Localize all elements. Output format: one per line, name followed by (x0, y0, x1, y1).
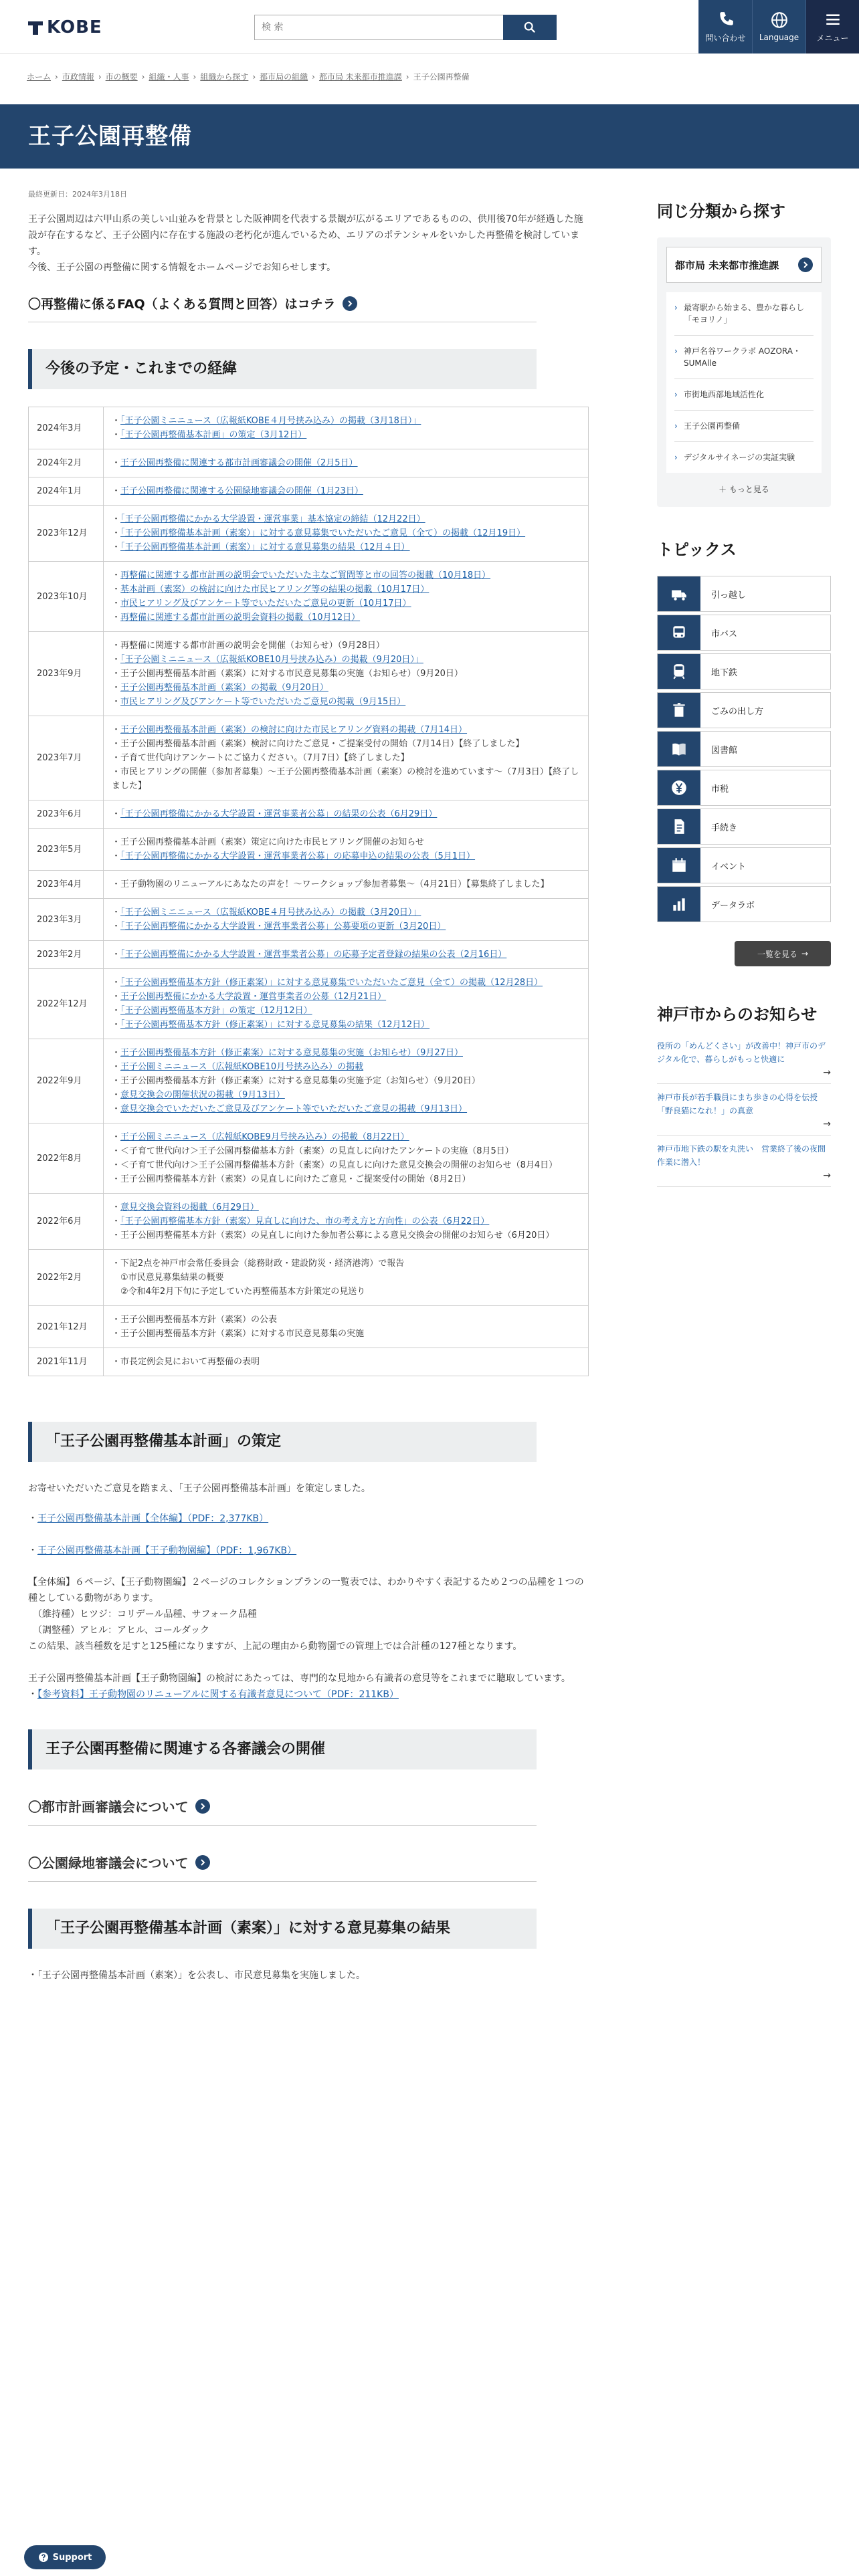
history-month: 2023年6月 (29, 800, 104, 829)
results-lead: ・「王子公園再整備基本計画（素案）」を公表し、市民意見募集を実施しました。 (28, 1970, 365, 1981)
history-row (29, 1039, 589, 1123)
history-item (112, 1214, 580, 1228)
plan-heading: 「王子公園再整備基本計画」の策定 (28, 1422, 537, 1462)
history-link[interactable]: 王子公園再整備基本方針（修正素案）に対する意見募集の実施（お知らせ）（9月27日） (120, 1048, 463, 1058)
bullet: ・ (112, 1020, 121, 1030)
history-item (112, 428, 580, 442)
category-item[interactable]: › 市街地西部地域活性化 (674, 379, 814, 411)
history-month: 2023年9月 (29, 632, 104, 716)
hamburger-icon (824, 11, 842, 28)
topic-item[interactable] (657, 731, 831, 767)
history-item (112, 512, 580, 526)
menu-button[interactable] (805, 0, 859, 53)
history-content (104, 562, 589, 632)
history-item (112, 484, 580, 498)
category-list (666, 292, 822, 473)
contact-label: 問い合わせ (705, 33, 746, 43)
history-month: 2023年5月 (29, 829, 104, 871)
breadcrumb-item[interactable]: 組織・人事 (149, 72, 189, 82)
breadcrumb-item[interactable]: 市の概要 (105, 72, 138, 82)
history-link[interactable]: 「王子公園再整備基本方針（修正素案）」に対する意見募集の結果（12月12日） (120, 1020, 430, 1030)
topic-label: 地下鉄 (711, 667, 738, 678)
history-item (112, 456, 580, 470)
history-month: 2023年10月 (29, 562, 104, 632)
history-item (112, 526, 580, 540)
history-month: 2021年11月 (29, 1348, 104, 1376)
history-row (29, 632, 589, 716)
results-heading: 「王子公園再整備基本計画（素案）」に対する意見募集の結果 (28, 1909, 537, 1949)
bus-icon (658, 615, 700, 650)
bullet: ・ (112, 542, 121, 552)
contact-button[interactable] (698, 0, 752, 53)
news-link: 役所の「めんどくさい」が改善中！神戸市のデジタル化で、暮らしがもっと快適に (657, 1041, 826, 1064)
history-content (104, 477, 589, 506)
history-link[interactable]: 「王子公園再整備基本計画」の策定（3月12日） (120, 430, 307, 440)
history-link[interactable]: 「王子公園再整備基本計画（素案）」に対する意見募集の結果（12月４日） (120, 542, 410, 552)
history-item: ・市民ヒアリングの開催（参加者募集）～王子公園再整備基本計画（素案）の検討を進めています～（7月3日）【終了しました】 (112, 767, 579, 791)
news-item[interactable] (657, 1084, 831, 1136)
history-item: ・王子公園再整備基本方針（素案）の見直しに向けた参加者公募による意見交換会の開催のお知らせ（6月20日） (112, 1230, 555, 1241)
bullet: ・ (112, 570, 121, 580)
history-link[interactable]: 「王子公園再整備にかかる大学設置・運営事業者公募」公募要項の更新（3月20日） (120, 922, 446, 932)
history-month: 2024年2月 (29, 449, 104, 477)
history-link[interactable]: 王子公園再整備に関連する公園緑地審議会の開催（1月23日） (120, 486, 363, 496)
history-link[interactable]: 市民ヒアリング及びアンケート等でいただいたご意見の更新（10月17日） (120, 599, 411, 609)
history-month: 2022年2月 (29, 1250, 104, 1306)
history-link[interactable]: 王子公園再整備基本計画（素案）の掲載（9月20日） (120, 683, 328, 693)
bullet: ・ (112, 1090, 121, 1100)
topic-item[interactable] (657, 692, 831, 728)
category-item[interactable]: › デジタルサイネージの実証実験 (674, 442, 814, 473)
history-row (29, 716, 589, 800)
news-title: 神戸市からのお知らせ (657, 1005, 818, 1024)
bullet: ・ (112, 697, 121, 707)
topic-label: データラボ (711, 900, 755, 911)
history-link[interactable]: 王子公園再整備にかかる大学設置・運営事業者の公募（12月21日） (120, 992, 387, 1002)
support-button[interactable] (24, 2545, 106, 2569)
breadcrumb-separator: › (193, 72, 197, 82)
history-item: ・子育て世代向けアンケートにご協力ください。（7月7日）【終了しました】 (112, 753, 409, 763)
history-item (112, 1018, 580, 1032)
history-item: ・再整備に関連する都市計画の説明会を開催（お知らせ）（9月28日） (112, 641, 385, 651)
history-content (104, 632, 589, 716)
arrow-right-icon (195, 1855, 210, 1870)
arrow-right-icon: → (823, 1067, 831, 1078)
history-item (112, 920, 580, 934)
bullet: ・ (112, 1104, 121, 1114)
history-month: 2022年12月 (29, 969, 104, 1039)
history-link[interactable]: 王子公園ミニニュース（広報紙KOBE9月号挟み込み）の掲載（8月22日） (120, 1132, 409, 1142)
faq-link[interactable] (28, 294, 537, 322)
menu-label: メニュー (816, 33, 849, 43)
history-month: 2023年4月 (29, 871, 104, 899)
history-row (29, 1348, 589, 1376)
history-item (112, 540, 580, 554)
history-content (104, 1250, 589, 1306)
history-item (112, 1200, 580, 1214)
arrow-right-icon: → (823, 1119, 831, 1130)
history-content (104, 407, 589, 449)
history-heading: 今後の予定・これまでの経緯 (28, 349, 537, 389)
bullet: ・ (112, 1062, 121, 1072)
history-link[interactable]: 王子公園再整備に関連する都市計画審議会の開催（2月5日） (120, 458, 358, 468)
history-item: ・王子公園再整備基本方針（修正素案）に対する意見募集の実施予定（お知らせ）（9月20日） (112, 1076, 480, 1086)
bullet: ・ (112, 978, 121, 988)
breadcrumb-separator: › (405, 72, 409, 82)
category-item[interactable]: › 神戸名谷ワークラボ AOZORA・SUMAlle (674, 336, 814, 379)
history-row (29, 871, 589, 899)
bullet: ・ (112, 1006, 121, 1016)
trash-icon (658, 693, 700, 728)
history-row (29, 829, 589, 871)
history-item (112, 653, 580, 667)
history-row (29, 449, 589, 477)
history-content (104, 899, 589, 941)
topic-item[interactable] (657, 576, 831, 612)
history-row (29, 899, 589, 941)
history-content (104, 1039, 589, 1123)
history-content (104, 1123, 589, 1194)
bullet: ・ (112, 809, 121, 819)
history-link[interactable]: 市民ヒアリング及びアンケート等でいただいたご意見の掲載（9月15日） (120, 697, 406, 707)
topics-section (657, 536, 831, 966)
history-item: ・＜子育て世代向け＞王子公園再整備基本方針（素案）の見直しに向けた意見交換会の開催のお知らせ（8月4日） (112, 1160, 558, 1170)
history-month: 2023年3月 (29, 899, 104, 941)
news-item[interactable] (657, 1136, 831, 1187)
history-item (112, 568, 580, 582)
language-button[interactable] (752, 0, 805, 53)
history-content (104, 800, 589, 829)
phone-icon (717, 11, 735, 28)
plan-reference-link[interactable]: 【参考資料】王子動物園のリニューアルに関する有識者意見について（PDF：211KB） (37, 1689, 399, 1700)
more-button[interactable]: ＋ もっと見る (719, 485, 769, 494)
bullet: ・ (112, 416, 121, 426)
history-item: ・王子公園再整備基本方針（素案）に対する市民意見募集の実施 (112, 1329, 365, 1339)
category-label: 都市局 未来都市推進課 (675, 259, 779, 272)
category-box (657, 237, 831, 507)
bullet: ・ (112, 950, 121, 960)
history-item (112, 1130, 580, 1144)
truck-icon (658, 576, 700, 611)
faq-label: 〇再整備に係るFAQ（よくある質問と回答）はコチラ (28, 297, 336, 312)
bullet: ・ (112, 599, 121, 609)
topic-item[interactable] (657, 809, 831, 845)
history-link[interactable]: 意見交換会の開催状況の掲載（9月13日） (120, 1090, 285, 1100)
topic-label: 市税 (711, 784, 729, 794)
topic-item[interactable] (657, 886, 831, 922)
history-month: 2021年12月 (29, 1306, 104, 1348)
history-item (112, 948, 580, 962)
globe-icon (771, 11, 788, 29)
arrow-right-icon (195, 1799, 210, 1814)
history-content (104, 829, 589, 871)
bullet: ・ (112, 1202, 121, 1212)
history-content (104, 969, 589, 1039)
site-header (0, 0, 859, 53)
sidebar (657, 198, 831, 1187)
history-link[interactable]: 王子公園再整備基本計画（素案）の検討に向けた市民ヒアリング資料の掲載（7月14日） (120, 725, 468, 735)
history-item (112, 807, 580, 821)
history-item: ①市民意見募集結果の概要 (112, 1273, 224, 1283)
history-row (29, 407, 589, 449)
history-link[interactable]: 「王子公園ミニニュース（広報紙KOBE４月号挟み込み）の掲載（3月18日）」 (120, 416, 421, 426)
news-item[interactable] (657, 1033, 831, 1084)
history-item: ・王子公園再整備基本計画（素案）に対する市民意見募集の実施（お知らせ）（9月20日） (112, 669, 463, 679)
bullet: ・ (112, 584, 121, 595)
breadcrumb-separator: › (252, 72, 256, 82)
history-row (29, 562, 589, 632)
train-icon (658, 654, 700, 689)
history-month: 2023年2月 (29, 941, 104, 969)
plan-lead: お寄せいただいたご意見を踏まえ、「王子公園再整備基本計画」を策定しました。 (28, 1483, 371, 1494)
history-link[interactable]: 基本計画（素案）の検討に向けた市民ヒアリング等の結果の掲載（10月17日） (120, 584, 430, 595)
plan-reference: ・【参考資料】王子動物園のリニューアルに関する有識者意見について（PDF：211KB） (28, 1689, 399, 1700)
bullet: ・ (112, 486, 121, 496)
topic-item[interactable] (657, 653, 831, 689)
history-item (112, 1060, 580, 1074)
breadcrumb-separator: › (98, 72, 102, 82)
plan-note: 【全体編】６ページ、【王子動物園編】２ページのコレクションプランの一覧表では、わかりやすく表記するため２つの品種を１つの種としている動物があります。 （維持種）ヒツジ：コリデール品種、サフォーク品種 （調整種）アヒル：アヒル、コールダック この結果、該当種数を足すと125種になりますが、上記の理由から動物園での管理上では合計種の127種となります。 (28, 1577, 584, 1652)
history-item (112, 611, 580, 625)
book-icon (658, 732, 700, 766)
history-link[interactable]: 意見交換会でいただいたご意見及びアンケート等でいただいたご意見の掲載（9月13日） (120, 1104, 468, 1114)
sidebar-title: 同じ分類から探す (657, 202, 785, 221)
history-link[interactable]: 「王子公園再整備基本方針」の策定（12月12日） (120, 1006, 312, 1016)
bullet: ・ (112, 725, 121, 735)
bullet: ・ (112, 683, 121, 693)
history-content (104, 1194, 589, 1250)
history-item: ・下記2点を神戸市会常任委員会（総務財政・建設防災・経済港湾）で報告 (112, 1259, 405, 1269)
plan-document-item (28, 1542, 585, 1560)
topic-label: 手続き (711, 823, 738, 833)
history-item (112, 849, 580, 863)
intro-line: 今後、王子公園の再整備に関する情報をホームページでお知らせします。 (28, 262, 337, 273)
arrow-right-icon: → (823, 1170, 831, 1181)
history-item (112, 695, 580, 709)
history-content (104, 716, 589, 800)
breadcrumb-item[interactable]: 都市局の組織 (260, 72, 308, 82)
topics-more-button[interactable] (735, 941, 831, 966)
history-month: 2022年9月 (29, 1039, 104, 1123)
history-item: ・王子公園再整備基本方針（素案）の公表 (112, 1315, 278, 1325)
history-link[interactable]: 「王子公園再整備にかかる大学設置・運営事業者公募」の結果の公表（6月29日） (120, 809, 438, 819)
history-item: ・王子公園再整備基本方針（素案）の見直しに向けたご意見・ご提案受付の開始（8月2日） (112, 1174, 471, 1184)
breadcrumb (0, 53, 859, 104)
topic-item[interactable] (657, 847, 831, 883)
history-item: ②令和4年2月下旬に予定していた再整備基本方針策定の見送り (112, 1287, 366, 1297)
bullet: ・ (112, 528, 121, 538)
history-link[interactable]: 王子公園ミニニュース（広報紙KOBE10月号挟み込み）の掲載 (120, 1062, 364, 1072)
history-item (112, 976, 580, 990)
category-item[interactable]: › 最寄駅から始まる、豊かな暮らし「モヨリノ」 (674, 292, 814, 336)
title-banner (0, 104, 859, 169)
history-item (112, 414, 580, 428)
topic-label: イベント (711, 861, 747, 872)
council-link-label: 〇都市計画審議会について (28, 1799, 189, 1815)
intro-line: 王子公園周辺は六甲山系の美しい山並みを背景とした阪神間を代表する景観が広がるエリアであるものの、供用後70年が経過した施設が存在するなど、王子公園内に存在する施設の老朽化が進んでいるため、エリアのポテンシャルをいかした再整備を検討しています。 (28, 214, 583, 257)
history-content (104, 941, 589, 969)
chart-icon (658, 887, 700, 922)
history-item (112, 990, 580, 1004)
search-bar (254, 15, 557, 40)
history-item (112, 1102, 580, 1116)
history-link[interactable]: 「王子公園再整備基本方針（修正素案）」に対する意見募集でいただいたご意見（全て）の掲載（12月28日） (120, 978, 543, 988)
yen-icon (658, 770, 700, 805)
history-item: ・王子公園再整備基本計画（素案）検討に向けたご意見・ご提案受付の開始（7月14日）【終了しました】 (112, 739, 524, 749)
history-item: ・王子動物園のリニューアルにあなたの声を！～ワークショップ参加者募集～（4月21日）【募集終了しました】 (112, 879, 549, 889)
history-month: 2024年1月 (29, 477, 104, 506)
topic-label: 図書館 (711, 745, 738, 756)
council-link-label: 〇公園緑地審議会について (28, 1855, 189, 1871)
history-link[interactable]: 「王子公園再整備基本計画（素案）」に対する意見募集でいただいたご意見（全て）の掲載（12月19日） (120, 528, 526, 538)
history-content (104, 449, 589, 477)
category-item[interactable]: › 王子公園再整備 (674, 411, 814, 442)
breadcrumb-item: 王子公園再整備 (413, 72, 470, 82)
topic-label: 引っ越し (711, 590, 747, 601)
plan-document-item (28, 1510, 585, 1527)
history-link[interactable]: 「王子公園再整備にかかる大学設置・運営事業者公募」の応募申込の結果の公表（5月1日） (120, 851, 476, 861)
bullet: ・ (112, 1132, 121, 1142)
breadcrumb-separator: › (55, 72, 58, 82)
history-row (29, 477, 589, 506)
kobe-logo[interactable] (27, 17, 102, 37)
park-council-link[interactable] (28, 1852, 537, 1882)
history-link[interactable]: 「王子公園再整備にかかる大学設置・運営事業者公募」の応募予定者登録の結果の公表（2月16日） (120, 950, 507, 960)
arrow-right-icon: → (801, 949, 809, 958)
topic-label: ごみの出し方 (711, 706, 764, 717)
history-row (29, 1194, 589, 1250)
bullet: ・ (112, 1048, 121, 1058)
history-link[interactable]: 再整備に関連する都市計画の説明会でいただいた主なご質問等と市の回答の掲載（10月18日） (120, 570, 491, 580)
main-content (28, 189, 585, 1983)
logo-mark-icon (27, 19, 44, 36)
plan-note-2: 王子公園再整備基本計画【王子動物園編】の検討にあたっては、専門的な見地から有識者の意見等をこれまでに聴取しています。 (28, 1673, 571, 1684)
history-row (29, 800, 589, 829)
news-link: 神戸市地下鉄の駅を丸洗い 営業終了後の夜間作業に潜入！ (657, 1144, 826, 1167)
bullet: ・ (112, 613, 121, 623)
topics-title: トピックス (657, 540, 737, 559)
topic-item[interactable] (657, 615, 831, 651)
breadcrumb-item[interactable]: 都市局 未来都市推進課 (318, 72, 402, 82)
breadcrumb-separator: › (312, 72, 315, 82)
history-item (112, 723, 580, 737)
bullet: ・ (112, 1216, 121, 1226)
breadcrumb-separator: › (141, 72, 145, 82)
support-icon (38, 2552, 49, 2563)
plan-documents (28, 1510, 585, 1560)
history-row (29, 1123, 589, 1194)
history-row (29, 506, 589, 562)
search-input[interactable] (254, 15, 503, 40)
history-item (112, 1046, 580, 1060)
search-button[interactable] (503, 15, 557, 40)
urban-planning-council-link[interactable] (28, 1796, 537, 1826)
bullet: ・ (112, 851, 121, 861)
history-link[interactable]: 「王子公園再整備にかかる大学設置・運営事業」基本協定の締結（12月22日） (120, 514, 425, 524)
history-row (29, 941, 589, 969)
history-content (104, 871, 589, 899)
search-icon (524, 21, 536, 33)
history-month: 2024年3月 (29, 407, 104, 449)
bullet: ・ (112, 992, 121, 1002)
category-link[interactable] (666, 247, 822, 283)
arrow-right-icon (798, 257, 813, 272)
history-content (104, 1348, 589, 1376)
history-row (29, 969, 589, 1039)
history-month: 2022年8月 (29, 1123, 104, 1194)
plan-document-link[interactable]: 王子公園再整備基本計画【王子動物園編】（PDF：1,967KB） (37, 1545, 297, 1556)
history-link[interactable]: 「王子公園ミニニュース（広報紙KOBE10月号挟み込み）の掲載（9月20日）」 (120, 655, 423, 665)
history-month: 2023年7月 (29, 716, 104, 800)
history-row (29, 1306, 589, 1348)
bullet: ・ (112, 514, 121, 524)
history-link[interactable]: 再整備に関連する都市計画の説明会資料の掲載（10月12日） (120, 613, 361, 623)
calendar-icon (658, 848, 700, 883)
bullet: ・ (112, 458, 121, 468)
bullet: ・ (112, 922, 121, 932)
history-item (112, 1004, 580, 1018)
support-label: Support (52, 2552, 92, 2563)
history-link[interactable]: 「王子公園ミニニュース（広報紙KOBE４月号挟み込み）の掲載（3月20日）」 (120, 907, 421, 918)
topic-item[interactable] (657, 770, 831, 806)
topic-label: 市バス (711, 629, 738, 639)
intro-text (28, 211, 585, 276)
history-link[interactable]: 意見交換会資料の掲載（6月29日） (120, 1202, 259, 1212)
history-item (112, 582, 580, 597)
history-row (29, 1250, 589, 1306)
language-label: Language (759, 33, 799, 42)
history-link[interactable]: 「王子公園再整備基本方針（素案）見直しに向けた、市の考え方と方向性」の公表（6月22日） (120, 1216, 490, 1226)
history-content (104, 506, 589, 562)
history-month: 2023年12月 (29, 506, 104, 562)
breadcrumb-item[interactable]: 市政情報 (62, 72, 94, 82)
bullet: ・ (112, 907, 121, 918)
history-item (112, 905, 580, 920)
history-item: ・王子公園再整備基本計画（素案）策定に向けた市民ヒアリング開催のお知らせ (112, 837, 424, 847)
logo-text: KOBE (47, 17, 102, 37)
council-heading: 王子公園再整備に関連する各審議会の開催 (28, 1729, 537, 1769)
history-table (28, 407, 589, 1376)
history-item: ・＜子育て世代向け＞王子公園再整備基本方針（素案）の見直しに向けたアンケートの実施（8月5日） (112, 1146, 514, 1156)
topics-more-label: 一覧を見る (757, 949, 797, 959)
history-item (112, 681, 580, 695)
breadcrumb-item[interactable]: 組織から探す (200, 72, 249, 82)
history-item: ・市長定例会見において再整備の表明 (112, 1357, 260, 1367)
arrow-right-icon (343, 296, 357, 311)
breadcrumb-item[interactable]: ホーム (27, 72, 52, 82)
document-icon (658, 809, 700, 844)
news-link: 神戸市長が若手職員にまち歩きの心得を伝授「野良猫になれ！」の真意 (657, 1093, 818, 1115)
history-item (112, 597, 580, 611)
page-title: 王子公園再整備 (28, 123, 192, 150)
news-section (657, 1001, 831, 1187)
history-content (104, 1306, 589, 1348)
bullet: ・ (112, 655, 121, 665)
history-month: 2022年6月 (29, 1194, 104, 1250)
history-item (112, 1088, 580, 1102)
updated-date: 最終更新日：2024年3月18日 (28, 190, 127, 199)
bullet: ・ (112, 430, 121, 440)
plan-document-link[interactable]: 王子公園再整備基本計画【全体編】（PDF：2,377KB） (37, 1513, 269, 1524)
